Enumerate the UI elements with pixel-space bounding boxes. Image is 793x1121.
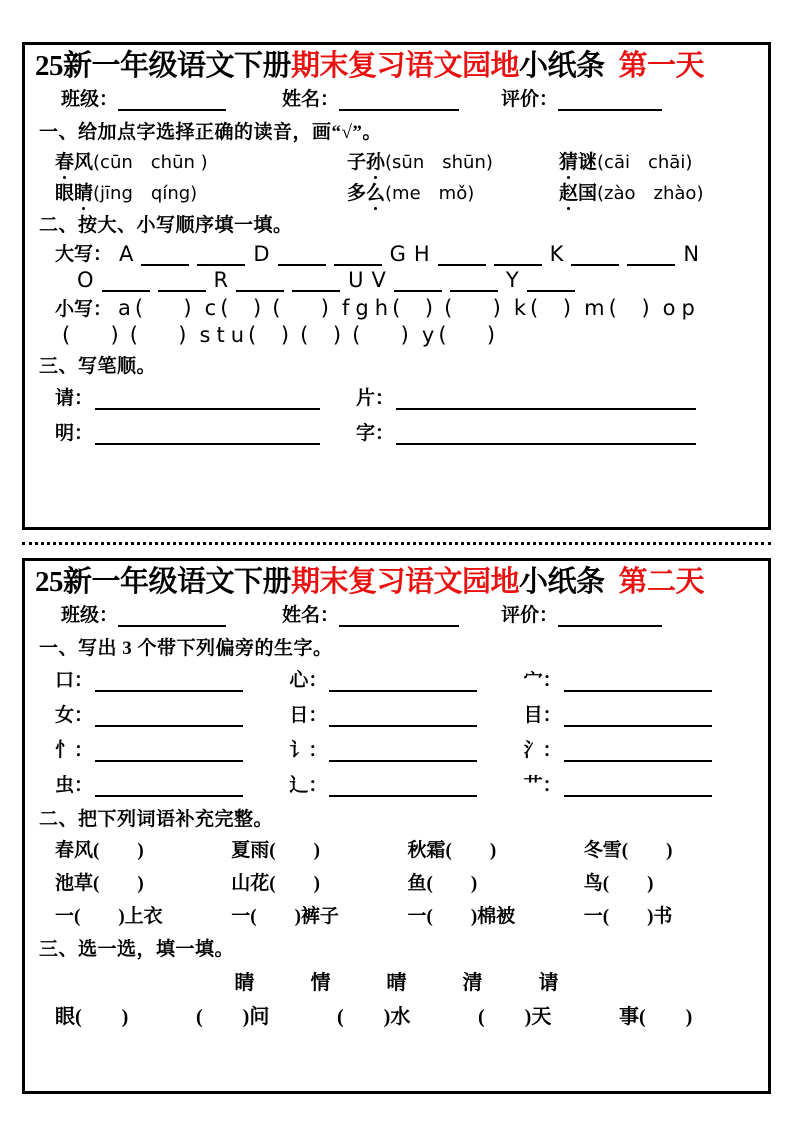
- alpha-blank[interactable]: [292, 275, 340, 292]
- sheet1-title: [25, 45, 768, 82]
- pinyin-item[interactable]: [347, 178, 559, 205]
- letter-s: s: [199, 323, 211, 348]
- letter-a: a: [118, 296, 131, 321]
- radical-item[interactable]: [524, 770, 758, 797]
- pinyin-options[interactable]: (sūn shūn): [385, 152, 493, 174]
- alpha-blank[interactable]: [102, 275, 150, 292]
- alpha-blank[interactable]: [627, 249, 675, 266]
- radical-row: [25, 766, 768, 801]
- letter-k: k: [513, 296, 527, 321]
- sheet1-score-field[interactable]: [501, 84, 662, 111]
- radical-row: [25, 696, 768, 731]
- fill-item[interactable]: ( )水: [337, 1006, 411, 1029]
- word-item[interactable]: 秋霜( ): [407, 840, 497, 862]
- radical-item[interactable]: [524, 735, 758, 762]
- fill-item[interactable]: 眼( ): [55, 1006, 129, 1029]
- radical-item[interactable]: [524, 665, 758, 692]
- letter-o: o: [662, 296, 676, 321]
- pinyin-item[interactable]: [55, 178, 347, 205]
- pinyin-row: [25, 176, 768, 207]
- word-completion-row: [25, 865, 768, 898]
- sheet1-score-label: 评价：: [501, 89, 559, 111]
- letter-h: h: [374, 296, 389, 321]
- bank-char: 清: [462, 972, 483, 995]
- sheet2-class-field[interactable]: [61, 600, 226, 627]
- fill-item[interactable]: ( )问: [196, 1006, 270, 1029]
- word-char: 风: [74, 152, 94, 174]
- letter-K: K: [549, 242, 564, 267]
- sheet2-class-blank[interactable]: [118, 608, 226, 627]
- bank-char: 晴: [386, 972, 407, 995]
- sheet2-section1-heading: 一、写出 3 个带下列偏旁的生字。: [39, 638, 333, 660]
- letter-O: O: [77, 268, 94, 293]
- pinyin-options[interactable]: (me mǒ): [385, 183, 475, 205]
- letter-N: N: [683, 242, 700, 267]
- letter-y: y: [421, 323, 435, 348]
- stroke-item[interactable]: [356, 383, 696, 410]
- pinyin-options[interactable]: (zào zhào): [597, 183, 704, 205]
- radical-blank[interactable]: [329, 673, 477, 692]
- sheet1-section3-heading: 三、写笔顺。: [39, 356, 157, 378]
- alpha-blank[interactable]: [527, 275, 575, 292]
- sheet2-score-field[interactable]: [501, 600, 662, 627]
- stroke-item[interactable]: [55, 418, 320, 445]
- word-item[interactable]: 鸟( ): [583, 873, 654, 895]
- lowercase-label: 小写：: [55, 299, 113, 321]
- radical-row: [25, 661, 768, 696]
- alpha-blank[interactable]: [197, 249, 245, 266]
- stroke-blank[interactable]: [95, 426, 320, 445]
- lower-blank[interactable]: ( ): [62, 323, 128, 348]
- dotted-char: 睛: [74, 178, 93, 205]
- sheet1-title-prefix: 25新一年级语文下册: [35, 50, 292, 82]
- bank-char: 请: [538, 972, 559, 995]
- sheet2-name-blank[interactable]: [339, 608, 459, 627]
- word-item[interactable]: 池草( ): [55, 873, 144, 895]
- alpha-blank[interactable]: [334, 249, 382, 266]
- pinyin-item[interactable]: [347, 147, 559, 174]
- dotted-char: 么: [366, 178, 385, 205]
- radical-char: 日：: [289, 705, 328, 727]
- sheet1-name-blank[interactable]: [339, 92, 459, 111]
- lower-blank[interactable]: ( ): [300, 323, 351, 348]
- radical-item[interactable]: [289, 665, 523, 692]
- sheet2-title-suffix: 小纸条: [519, 566, 605, 598]
- radical-blank[interactable]: [329, 778, 477, 797]
- sheet2-name-field[interactable]: [282, 600, 459, 627]
- sheet1-section2-heading: 二、按大、小写顺序填一填。: [39, 215, 293, 237]
- radical-char: 辶：: [289, 775, 328, 797]
- dotted-char: 孙: [366, 147, 385, 174]
- measure-word-item[interactable]: 一( )书: [583, 906, 673, 928]
- radical-item[interactable]: [55, 665, 289, 692]
- alpha-blank[interactable]: [141, 249, 189, 266]
- stroke-char: 片：: [356, 388, 395, 410]
- sheet1-name-label: 姓名：: [282, 89, 340, 111]
- dotted-char: 猜: [559, 147, 578, 174]
- sheet2-title-prefix: 25新一年级语文下册: [35, 566, 292, 598]
- lower-blank[interactable]: ( ): [444, 296, 510, 321]
- radical-char: 虫：: [55, 775, 94, 797]
- word-item[interactable]: 夏雨( ): [231, 840, 320, 862]
- sheet1-title-suffix: 小纸条: [519, 50, 605, 82]
- stroke-char: 请：: [55, 388, 94, 410]
- stroke-item[interactable]: [55, 383, 320, 410]
- pinyin-options[interactable]: (jīng qíng): [93, 183, 198, 205]
- fill-item[interactable]: 事( ): [619, 1006, 693, 1029]
- radical-blank[interactable]: [564, 708, 712, 727]
- lower-blank[interactable]: ( ): [438, 323, 505, 348]
- bank-char: 睛: [234, 972, 255, 995]
- sheet2-name-label: 姓名：: [282, 605, 340, 627]
- letter-c: c: [204, 296, 217, 321]
- letter-p: p: [681, 296, 695, 321]
- measure-word-item[interactable]: 一( )上衣: [55, 906, 163, 928]
- radical-char: 口：: [55, 670, 94, 692]
- radical-char: 宀：: [523, 670, 562, 692]
- sheet2-score-blank[interactable]: [558, 608, 662, 627]
- alpha-blank[interactable]: [571, 249, 619, 266]
- cut-line-divider: [22, 542, 771, 545]
- letter-A: A: [119, 242, 134, 267]
- alpha-blank[interactable]: [494, 249, 542, 266]
- letter-D: D: [253, 242, 270, 267]
- uppercase-row-2: [25, 267, 768, 293]
- sheet1-title-day: 第一天: [618, 50, 705, 82]
- dotted-char: 春: [55, 147, 74, 174]
- radical-blank[interactable]: [95, 743, 243, 762]
- bank-char: 情: [310, 972, 331, 995]
- pinyin-options[interactable]: (cāi chāi): [597, 152, 693, 174]
- character-bank: [25, 962, 768, 997]
- letter-g: g: [355, 296, 369, 321]
- radical-item[interactable]: [289, 700, 523, 727]
- stroke-blank[interactable]: [95, 391, 320, 410]
- word-item[interactable]: 春风( ): [55, 840, 144, 862]
- radical-char: 艹：: [523, 775, 562, 797]
- radical-item[interactable]: [524, 700, 758, 727]
- radical-char: 心：: [289, 670, 328, 692]
- alpha-blank[interactable]: [158, 275, 206, 292]
- lower-blank[interactable]: ( ): [220, 296, 271, 321]
- alpha-blank[interactable]: [438, 249, 486, 266]
- stroke-order-row: [25, 379, 768, 414]
- lower-blank[interactable]: ( ): [129, 323, 196, 348]
- sheet1-class-label: 班级：: [61, 89, 119, 111]
- radical-item[interactable]: [55, 770, 289, 797]
- radical-char: 讠：: [289, 740, 328, 762]
- letter-u: u: [230, 323, 244, 348]
- radical-char: 女：: [55, 705, 94, 727]
- radical-blank[interactable]: [564, 673, 712, 692]
- lowercase-row-2: [25, 322, 768, 348]
- worksheet-day-2: [22, 558, 771, 1094]
- stroke-blank[interactable]: [396, 391, 696, 410]
- word-completion-row: [25, 832, 768, 865]
- alpha-blank[interactable]: [394, 275, 442, 292]
- lower-blank[interactable]: ( ): [392, 296, 443, 321]
- fill-in-row: [25, 997, 768, 1035]
- radical-row: [25, 731, 768, 766]
- sheet1-title-middle: 期末复习语文园地: [291, 50, 520, 82]
- sheet2-score-label: 评价：: [501, 605, 559, 627]
- uppercase-label: 大写：: [55, 244, 113, 266]
- lowercase-row-1: [25, 293, 768, 322]
- worksheet-day-1: [22, 42, 771, 530]
- sheet2-section3-heading: 三、选一选，填一填。: [39, 939, 235, 961]
- letter-m: m: [584, 296, 605, 321]
- radical-item[interactable]: [289, 735, 523, 762]
- sheet1-score-blank[interactable]: [558, 92, 662, 111]
- radical-blank[interactable]: [329, 743, 477, 762]
- pinyin-item[interactable]: [559, 147, 692, 174]
- pinyin-item[interactable]: [55, 147, 347, 174]
- radical-item[interactable]: [289, 770, 523, 797]
- lower-blank[interactable]: ( ): [608, 296, 659, 321]
- sheet1-name-field[interactable]: [282, 84, 459, 111]
- sheet2-title: [25, 561, 768, 598]
- radical-char: 目：: [523, 705, 562, 727]
- radical-char: 氵：: [523, 740, 562, 762]
- sheet1-info-row: [25, 82, 768, 114]
- fill-item[interactable]: ( )天: [478, 1006, 552, 1029]
- radical-blank[interactable]: [329, 708, 477, 727]
- word-item[interactable]: 鱼( ): [407, 873, 478, 895]
- sheet2-class-label: 班级：: [61, 605, 119, 627]
- radical-char: 忄：: [55, 740, 94, 762]
- uppercase-row-1: [25, 238, 768, 267]
- sheet1-section1-heading: 一、给加点字选择正确的读音，画“√”。: [39, 122, 382, 144]
- lower-blank[interactable]: ( ): [134, 296, 201, 321]
- measure-word-item[interactable]: 一( )裤子: [231, 906, 339, 928]
- pinyin-options[interactable]: (cūn chūn ): [93, 152, 208, 174]
- stroke-char: 字：: [356, 423, 395, 445]
- dotted-char: 赵: [559, 178, 578, 205]
- stroke-blank[interactable]: [396, 426, 696, 445]
- word-item[interactable]: 山花( ): [231, 873, 320, 895]
- pinyin-item[interactable]: [559, 178, 703, 205]
- alpha-blank[interactable]: [450, 275, 498, 292]
- radical-blank[interactable]: [95, 673, 243, 692]
- letter-t: t: [216, 323, 225, 348]
- word-char: 眼: [55, 183, 75, 205]
- letter-U: U: [348, 268, 364, 293]
- measure-word-row: [25, 898, 768, 931]
- sheet2-title-middle: 期末复习语文园地: [291, 566, 520, 598]
- stroke-item[interactable]: [356, 418, 696, 445]
- sheet2-title-day: 第二天: [618, 566, 705, 598]
- lower-blank[interactable]: ( ): [352, 323, 418, 348]
- radical-item[interactable]: [55, 700, 289, 727]
- word-char: 多: [347, 183, 367, 205]
- stroke-char: 明：: [55, 423, 94, 445]
- measure-word-item[interactable]: 一( )棉被: [407, 906, 516, 928]
- lower-blank[interactable]: ( ): [272, 296, 338, 321]
- radical-item[interactable]: [55, 735, 289, 762]
- radical-blank[interactable]: [95, 778, 243, 797]
- radical-blank[interactable]: [564, 778, 712, 797]
- letter-Y: Y: [505, 268, 519, 293]
- sheet1-class-field[interactable]: [61, 84, 226, 111]
- sheet2-section2-heading: 二、把下列词语补充完整。: [39, 809, 274, 831]
- radical-blank[interactable]: [564, 743, 712, 762]
- letter-H: H: [413, 242, 430, 267]
- word-char: 国: [578, 183, 598, 205]
- letter-V: V: [371, 268, 386, 293]
- letter-R: R: [213, 268, 229, 293]
- lower-blank[interactable]: ( ): [530, 296, 581, 321]
- letter-G: G: [389, 242, 406, 267]
- stroke-order-row: [25, 414, 768, 449]
- word-char: 子: [347, 152, 367, 174]
- alpha-blank[interactable]: [236, 275, 284, 292]
- word-item[interactable]: 冬雪( ): [583, 840, 673, 862]
- pinyin-row: [25, 145, 768, 176]
- sheet1-class-blank[interactable]: [118, 92, 226, 111]
- radical-blank[interactable]: [95, 708, 243, 727]
- letter-f: f: [342, 296, 350, 321]
- alpha-blank[interactable]: [278, 249, 326, 266]
- lower-blank[interactable]: ( ): [248, 323, 299, 348]
- sheet2-info-row: [25, 598, 768, 630]
- word-char: 谜: [578, 152, 598, 174]
